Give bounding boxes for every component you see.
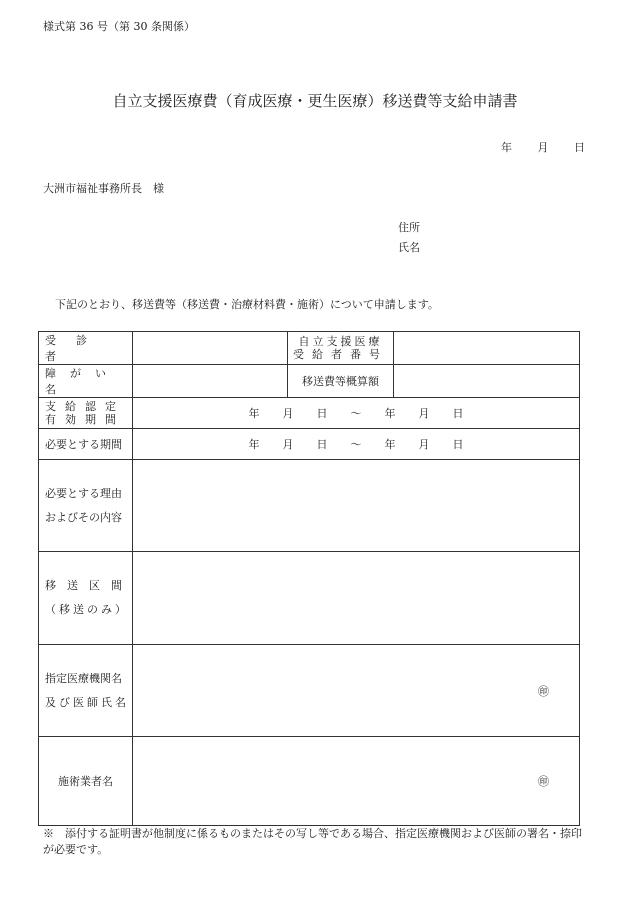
cert-period-label-line2: 有効期間 — [45, 413, 125, 426]
cert-end-year: 年 — [384, 407, 396, 420]
recipient-number-label-cell — [288, 332, 394, 365]
disability-label: 障がい名 — [45, 367, 120, 396]
intro-text: 下記のとおり、移送費等（移送費・治療材料費・施術）について申請します。 — [55, 298, 439, 311]
patient-input[interactable] — [133, 332, 288, 365]
practitioner-input[interactable] — [133, 737, 580, 826]
cert-end-month: 月 — [418, 407, 430, 420]
transport-label-cell — [39, 552, 133, 645]
req-end-day: 日 — [452, 438, 464, 451]
institution-label-line2: 及び医師氏名 — [45, 695, 129, 709]
reason-label-line1: 必要とする理由 — [45, 486, 122, 500]
cert-end-day: 日 — [452, 407, 464, 420]
institution-input[interactable] — [133, 645, 580, 737]
estimate-label: 移送費等概算額 — [302, 375, 379, 388]
document-title: 自立支援医療費（育成医療・更生医療）移送費等支給申請書 — [112, 92, 518, 110]
transport-input[interactable] — [133, 552, 580, 645]
recipient-number-label-line1: 自立支援医療 — [298, 335, 383, 348]
required-period-label: 必要とする期間 — [45, 438, 122, 451]
estimate-input[interactable] — [394, 365, 580, 398]
recipient-number-input[interactable] — [394, 332, 580, 365]
req-end-month: 月 — [418, 438, 430, 451]
patient-label-cell — [39, 332, 133, 365]
transport-label-line1: 移 送 区 間 — [45, 579, 122, 592]
recipient-number-label-line2: 受給者番号 — [293, 348, 388, 361]
application-table — [38, 331, 580, 826]
addressee: 大洲市福祉事務所長 様 — [43, 182, 164, 195]
form-number: 様式第 36 号（第 30 条関係） — [43, 20, 195, 33]
req-end-year: 年 — [384, 438, 396, 451]
disability-label-cell — [39, 365, 133, 398]
date-year: 年 — [501, 141, 512, 154]
req-period-tilde: ～ — [350, 438, 362, 451]
applicant-address-label: 住所 — [398, 221, 420, 234]
cert-period-label-line1: 支給認定 — [45, 400, 125, 413]
reason-label-cell — [39, 460, 133, 552]
required-period-label-cell — [39, 429, 133, 460]
institution-label-cell — [39, 645, 133, 737]
req-start-day: 日 — [316, 438, 328, 451]
cert-start-day: 日 — [316, 407, 328, 420]
practitioner-label-cell — [39, 737, 133, 826]
cert-period-input[interactable] — [133, 398, 580, 429]
footnote: ※ 添付する証明書が他制度に係るものまたはその写し等である場合、指定医療機関および医師の署名・捺印が必要です。 — [43, 827, 582, 856]
required-period-input[interactable] — [133, 429, 580, 460]
req-start-month: 月 — [282, 438, 294, 451]
patient-label: 受診者 — [45, 334, 107, 363]
cert-period-label-cell — [39, 398, 133, 429]
date-day: 日 — [574, 141, 585, 154]
transport-label-line2: （移送のみ） — [45, 603, 129, 616]
date-month: 月 — [537, 141, 549, 154]
req-start-year: 年 — [248, 438, 260, 451]
reason-label-line2: およびその内容 — [45, 510, 122, 524]
applicant-name-label: 氏名 — [398, 241, 420, 254]
cert-period-tilde: ～ — [350, 407, 362, 420]
practitioner-label: 施術業者名 — [58, 775, 113, 788]
cert-start-month: 月 — [282, 407, 294, 420]
institution-seal-mark: ㊞ — [538, 684, 549, 698]
application-date — [479, 139, 585, 155]
disability-input[interactable] — [133, 365, 288, 398]
estimate-label-cell — [288, 365, 394, 398]
practitioner-seal-mark: ㊞ — [538, 775, 549, 788]
cert-start-year: 年 — [248, 407, 260, 420]
reason-input[interactable] — [133, 460, 580, 552]
institution-label-line1: 指定医療機関名 — [45, 671, 122, 685]
